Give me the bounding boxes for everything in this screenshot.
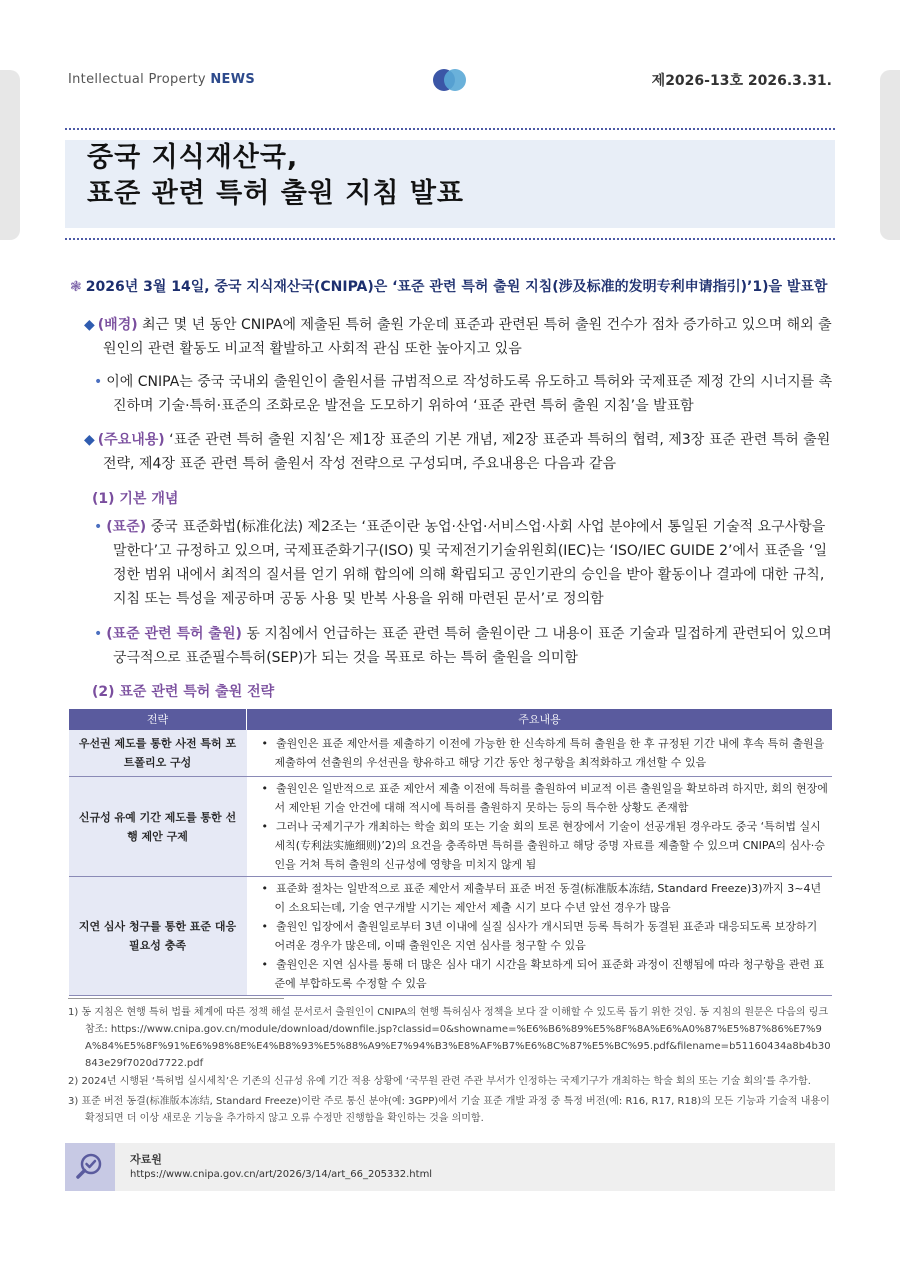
list-item: • 출원인은 표준 제안서를 제출하기 이전에 가능한 한 신속하게 특허 출원을 한 후 규정된 기간 내에 후속 특허 출원을 제출하여 선출원의 우선권을 향유하고 해당 기간 동안 청구항을 최적화하고 개선할 수 있음 <box>255 734 829 772</box>
dot-bullet-icon: • <box>94 374 103 390</box>
background-sub-paragraph: • 이에 CNIPA는 중국 국내외 출원인이 출원서를 규범적으로 작성하도록 유도하고 특허와 국제표준 제정 간의 시너지를 촉진하며 기술·특허·표준의 조화로운 발전을 도모하기 위하여 ‘표준 관련 특허 출원 지침’을 발표함 <box>94 374 833 414</box>
diamond-bullet-icon: ◆ <box>84 432 95 448</box>
lead-summary: ❃ 2026년 3월 14일, 중국 지식재산국(CNIPA)은 ‘표준 관련 특허 출원 지침(涉及标准的发明专利申请指引)’1)을 발표함 <box>70 279 828 295</box>
footnote-3: 3) 표준 버전 동결(标准版本冻结, Standard Freeze)이란 주로 통신 분야(예: 3GPP)에서 기술 표준 개발 과정 중 특정 버전(예: R16, R17, R18)의 모든 기능과 기술적 내용이 확정되면 더 이상 새로운 기능을 추가하지 않고 오류 수정만 진행함을 확인하는 것을 의미함. <box>68 1096 830 1124</box>
list-item: • 출원인은 지연 심사를 통해 더 많은 심사 대기 시간을 확보하게 되어 표준화 과정이 진행됨에 따라 청구항을 관련 표준에 부합하도록 수정할 수 있음 <box>255 955 829 993</box>
left-page-tab <box>0 70 20 240</box>
flower-bullet-icon: ❃ <box>70 279 82 295</box>
strategy-table <box>68 709 832 996</box>
content-cell <box>247 877 833 996</box>
list-item: • 출원인 입장에서 출원일로부터 3년 이내에 실질 심사가 개시되면 등록 특허가 동결된 표준과 대응되도록 보장하기 어려운 경우가 많은데, 이때 출원인은 지연 심사를 청구할 수 있음 <box>255 917 829 955</box>
main-content-paragraph: ◆ (주요내용) ‘표준 관련 특허 출원 지침’은 제1장 표준의 기본 개념, 제2장 표준과 특허의 협력, 제3장 표준 관련 특허 출원 전략, 제4장 표준 관련 특허 출원서 작성 전략으로 구성되며, 주요내용은 다음과 같음 <box>84 432 831 472</box>
right-page-tab <box>880 70 900 240</box>
standard-patent-definition-paragraph: • (표준 관련 특허 출원) 동 지침에서 언급하는 표준 관련 특허 출원이란 그 내용이 표준 기술과 밀접하게 관련되어 있으며 궁극적으로 표준필수특허(SEP)가 되는 것을 목표로 하는 특허 출원을 의미함 <box>94 626 832 666</box>
content-cell <box>247 730 833 777</box>
dot-bullet-icon: • <box>94 626 103 642</box>
footnote-divider <box>68 998 284 999</box>
standard-definition-paragraph: • (표준) 중국 표준화법(标准化法) 제2조는 ‘표준이란 농업·산업·서비스업·사회 사업 분야에서 통일된 기술적 요구사항을 말한다’고 규정하고 있으며, 국제표준화기구(ISO) 및 국제전기기술위원회(IEC)는 ‘ISO/IEC GUIDE 2’에서 표준을 ‘일정한 범위 내에서 최적의 질서를 얻기 위해 합의에 의해 확립되고 공인기관의 승인을 받아 활동이나 결과에 대한 규칙, 지침 또는 특성을 제공하며 공동 사용 및 반복 사용을 위해 마련된 문서’로 정의함 <box>94 519 827 607</box>
strategy-cell: 신규성 유예 기간 제도를 통한 선행 제안 구제 <box>69 777 247 877</box>
logo-circles-icon <box>433 69 469 91</box>
dot-bullet-icon: • <box>94 519 103 535</box>
list-item: • 표준화 절차는 일반적으로 표준 제안서 제출부터 표준 버전 동결(标准版本冻结, Standard Freeze)3)까지 3~4년이 소요되는데, 기술 연구개발 시기는 제안서 제출 시기 보다 수년 앞선 경우가 많음 <box>255 879 829 917</box>
source-url[interactable]: https://www.cnipa.gov.cn/art/2026/3/14/art_66_205332.html <box>130 1169 433 1180</box>
list-item: • 그러나 국제기구가 개최하는 학술 회의 또는 기술 회의 토론 현장에서 기술이 선공개된 경우라도 중국 ‘특허법 실시세칙(专利法实施细则)’2)의 요건을 충족하면 특허를 출원하고 해당 증명 자료를 제출할 수 있으며 CNIPA의 심사·승인을 거쳐 특허 출원의 신규성에 영향을 미치지 않게 됨 <box>255 817 829 874</box>
table-header-content: 주요내용 <box>247 709 833 730</box>
issue-number-date: 제2026-13호 2026.3.31. <box>651 73 832 89</box>
page-header <box>68 66 832 96</box>
newsletter-brand: Intellectual Property NEWS <box>68 72 255 87</box>
section-heading-strategy: (2) 표준 관련 특허 출원 전략 <box>92 684 275 700</box>
footnote-1: 1) 동 지침은 현행 특허 법률 체계에 따른 정책 해설 문서로서 출원인이 CNIPA의 현행 특허심사 정책을 보다 잘 이해할 수 있도록 돕기 위한 것임. 동 지침의 원문은 다음의 링크 참조: https://www.cnipa.gov.cn/module/download/downfile.jsp?classid=0&showname=%E6%B6%89%E5%8F%8A%E6%A0%87%E5%87%86%E7%9A%84%E5%8F%91%E6%98%8E%E4%B8%93%E5%88%A9%E7%94%B3%E8%AF%B7%E6%8C%87%E5%BC%95.pdf&filename=b51160434a8b4b30843e29f7020d7722.pdf <box>68 1007 831 1069</box>
strategy-cell: 지연 심사 청구를 통한 표준 대응 필요성 충족 <box>69 877 247 996</box>
footnote-2: 2) 2024년 시행된 ‘특허법 실시세칙’은 기존의 신규성 유예 기간 적용 상황에 ‘국무원 관련 주관 부서가 인정하는 국제기구가 개최하는 학술 회의 또는 기술 회의’를 추가함. <box>68 1076 811 1087</box>
background-paragraph: ◆ (배경) 최근 몇 년 동안 CNIPA에 제출된 특허 출원 가운데 표준과 관련된 특허 출원 건수가 점차 증가하고 있으며 해외 출원인의 관련 활동도 비교적 활발하고 사회적 관심 또한 높아지고 있음 <box>84 317 832 357</box>
strategy-cell: 우선권 제도를 통한 사전 특허 포트폴리오 구성 <box>69 730 247 777</box>
list-item: • 출원인은 일반적으로 표준 제안서 제출 이전에 특허를 출원하여 비교적 이른 출원일을 확보하려 하지만, 회의 현장에서 제안된 기술 안건에 대해 적시에 특허를 출원하지 못하는 등의 특수한 상황도 존재함 <box>255 779 829 817</box>
table-row <box>69 777 833 877</box>
diamond-bullet-icon: ◆ <box>84 317 95 333</box>
table-row <box>69 877 833 996</box>
content-cell <box>247 777 833 877</box>
table-header-strategy: 전략 <box>69 709 247 730</box>
source-box <box>65 1143 835 1191</box>
source-label: 자료원 <box>130 1153 162 1166</box>
table-row <box>69 730 833 777</box>
title-band <box>65 128 835 240</box>
section-heading-basic-concepts: (1) 기본 개념 <box>92 491 179 507</box>
search-check-icon <box>65 1143 115 1191</box>
page-title: 중국 지식재산국, 표준 관련 특허 출원 지침 발표 <box>87 142 464 209</box>
